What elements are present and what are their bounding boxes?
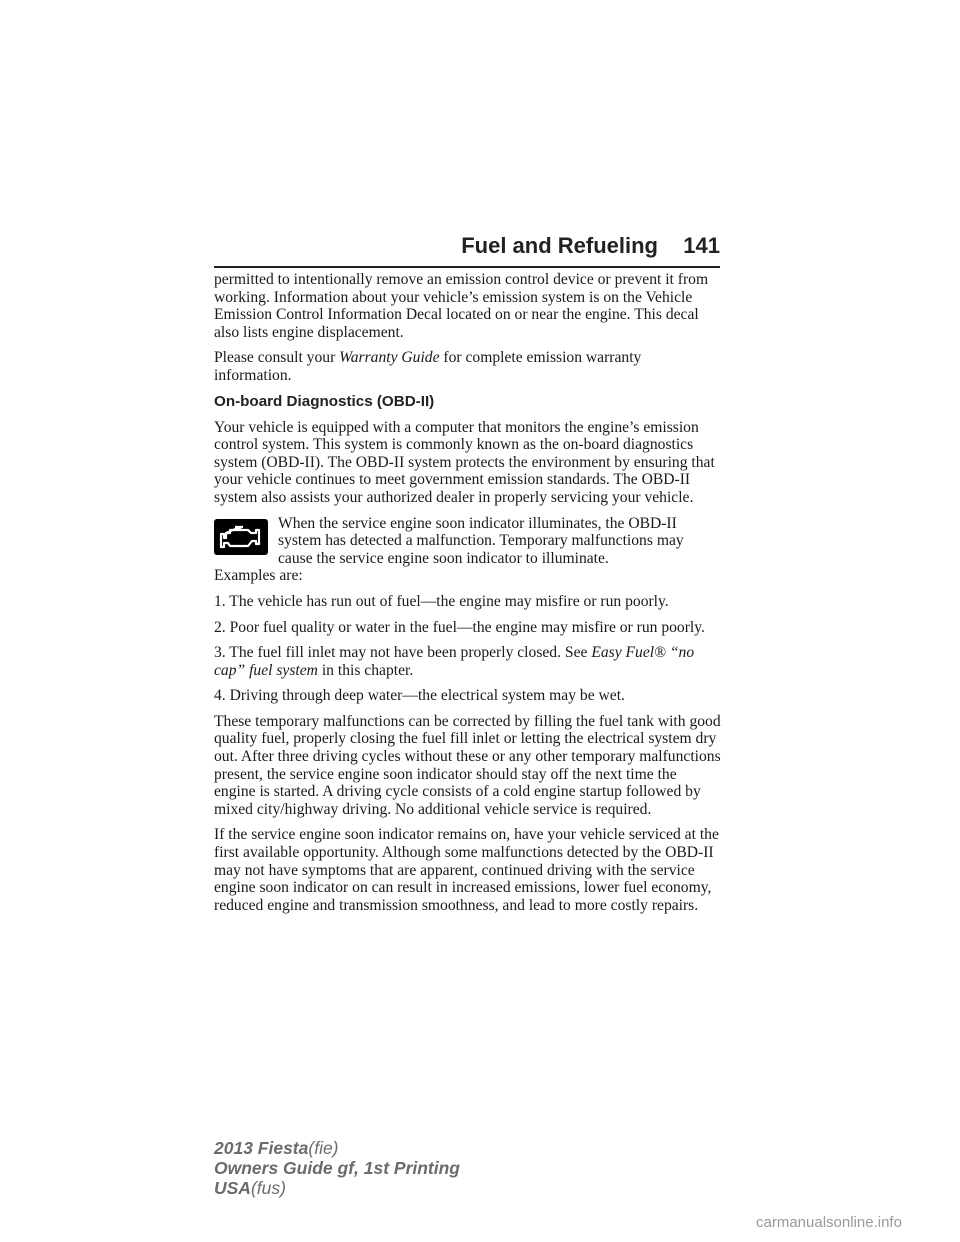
warranty-paragraph bbox=[214, 349, 722, 384]
footer-line-1 bbox=[214, 1138, 460, 1158]
indicator-block bbox=[214, 515, 722, 585]
example-item-3-after: in this chapter. bbox=[317, 661, 414, 679]
warranty-text-after: for complete emission warranty information. bbox=[214, 349, 642, 384]
examples-label: Examples are: bbox=[214, 567, 303, 585]
footer-model-code: (fie) bbox=[308, 1138, 339, 1158]
page-footer bbox=[214, 1138, 460, 1198]
footer-market-code: (fus) bbox=[250, 1178, 286, 1198]
obd-paragraph: Your vehicle is equipped with a computer that monitors the engine’s emission control system. This system is commonly known as the on-board diagnostics system (OBD-II). The OBD-II system protects the environment by ensuring that your vehicle continues to meet government emission standards. The OBD-II system also assists your authorized dealer in properly servicing your vehicle. bbox=[214, 418, 715, 506]
example-item-3-before: 3. The fuel fill inlet may not have been properly closed. See bbox=[214, 644, 592, 662]
footer-model: 2013 Fiesta bbox=[214, 1138, 309, 1158]
page-content bbox=[214, 271, 722, 922]
example-item-1: 1. The vehicle has run out of fuel—the engine may misfire or run poorly. bbox=[214, 592, 669, 610]
warranty-guide-reference: Warranty Guide bbox=[339, 349, 440, 367]
section-heading: On-board Diagnostics (OBD-II) bbox=[214, 392, 435, 410]
footer-market: USA bbox=[214, 1178, 251, 1198]
chapter-title: Fuel and Refueling bbox=[461, 233, 658, 258]
warranty-text-before: Please consult your bbox=[214, 349, 340, 367]
page-header bbox=[214, 229, 720, 263]
intro-paragraph: permitted to intentionally remove an emission control device or prevent it from working. Information about your vehicle’s emission system is on the Vehicle Emission Control Information Decal located on or near the engine. This decal also lists engine displacement. bbox=[214, 271, 709, 341]
service-engine-soon-icon bbox=[214, 519, 268, 555]
example-item-4: 4. Driving through deep water—the electrical system may be wet. bbox=[214, 687, 625, 705]
footer-line-2: Owners Guide gf, 1st Printing bbox=[214, 1158, 460, 1178]
temporary-malfunctions-paragraph: These temporary malfunctions can be corrected by filling the fuel tank with good quality fuel, properly closing the fuel fill inlet or letting the electrical system dry out. After three driving cycles without these or any other temporary malfunctions present, the service engine soon indicator should stay off the next time the engine is started. A driving cycle consists of a cold engine startup followed by mixed city/highway driving. No additional vehicle service is required. bbox=[214, 712, 721, 818]
indicator-remains-paragraph: If the service engine soon indicator remains on, have your vehicle serviced at the first available opportunity. Although some malfunctions detected by the OBD-II may not have symptoms that are apparent, continued driving with the service engine soon indicator on can result in increased emissions, lower fuel economy, reduced engine and transmission smoothness, and lead to more costly repairs. bbox=[214, 826, 719, 914]
easy-fuel-reference: Easy Fuel® “no cap” fuel system bbox=[214, 644, 695, 679]
example-item-2: 2. Poor fuel quality or water in the fuel—the engine may misfire or run poorly. bbox=[214, 618, 705, 636]
site-watermark: carmanualsonline.info bbox=[756, 1214, 902, 1231]
footer-line-3 bbox=[214, 1178, 460, 1198]
indicator-description: When the service engine soon indicator illuminates, the OBD-II system has detected a malfunction. Temporary malfunctions may cause the service engine soon indicator to illuminate. bbox=[278, 514, 684, 567]
page-number: 141 bbox=[683, 233, 720, 258]
example-item-3 bbox=[214, 644, 722, 679]
header-divider bbox=[214, 266, 720, 268]
